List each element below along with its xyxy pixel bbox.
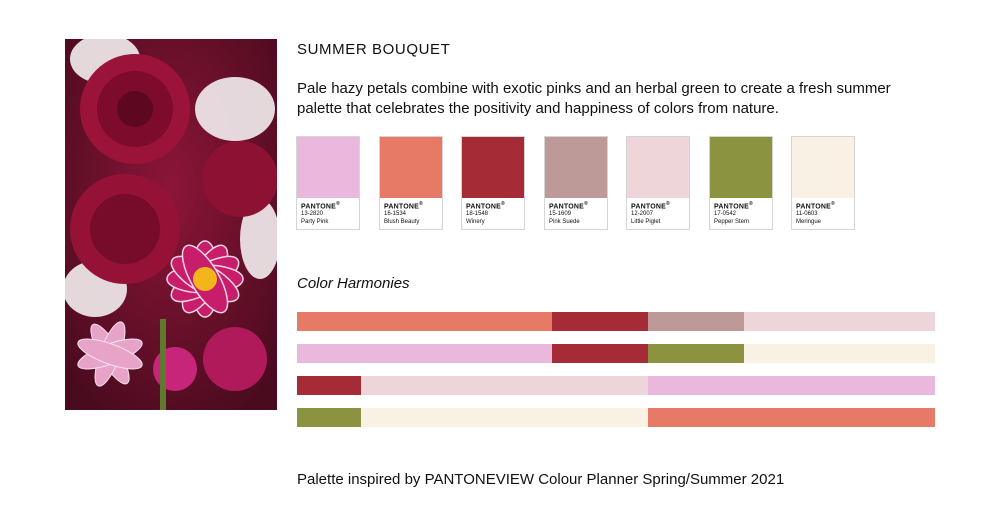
registered-mark: ® [583,201,588,207]
harmony-segment [744,312,935,331]
color-chip [792,137,854,229]
chip-name: Party Pink [301,219,329,225]
harmony-bar [297,344,935,363]
chip-brand-wrap [549,201,588,210]
color-chip [627,137,689,229]
color-chip [545,137,607,229]
color-chip [297,137,359,229]
chip-code: 16-1534 [384,211,407,217]
color-chip [380,137,442,229]
harmony-segment [361,408,648,427]
harmony-segment [297,312,552,331]
chip-brand-wrap [631,201,670,210]
chip-name: Winery [466,219,485,225]
harmony-bar [297,376,935,395]
harmony-bar [297,408,935,427]
harmony-segment [361,376,648,395]
chip-brand: PANTONE [714,203,749,211]
registered-mark: ® [830,201,835,207]
flower-bouquet-photo [65,39,277,410]
harmony-segment [297,376,361,395]
chip-brand: PANTONE [549,203,584,211]
chip-name: Little Piglet [631,219,661,225]
chip-swatch [627,137,689,198]
harmony-bar [297,312,935,331]
harmony-segment [552,344,648,363]
chip-name: Pink Suede [549,219,580,225]
harmony-segment [648,344,744,363]
harmony-segment [648,312,744,331]
stem [160,319,166,410]
chip-brand: PANTONE [631,203,666,211]
chip-swatch [710,137,772,198]
color-chip [710,137,772,229]
chip-code: 13-2820 [301,211,324,217]
chip-brand-wrap [714,201,753,210]
chip-code: 17-0542 [714,211,737,217]
chip-brand-wrap [466,201,505,210]
chip-brand: PANTONE [796,203,831,211]
harmonies-title: Color Harmonies [297,275,410,292]
palette-title: SUMMER BOUQUET [297,41,451,58]
chip-brand-wrap [301,201,340,210]
footer-credit: Palette inspired by PANTONEVIEW Colour Planner Spring/Summer 2021 [297,471,785,488]
chip-swatch [792,137,854,198]
chip-brand: PANTONE [301,203,336,211]
chip-swatch [545,137,607,198]
registered-mark: ® [418,201,423,207]
chip-brand: PANTONE [384,203,419,211]
chip-swatch [380,137,442,198]
registered-mark: ® [748,201,753,207]
palette-description: Pale hazy petals combine with exotic pinks and an herbal green to create a fresh summer palette that celebrates the positivity and happiness of colors from nature. [297,80,891,117]
chip-brand-wrap [384,201,423,210]
chip-code: 11-0603 [796,211,818,217]
harmony-segment [744,344,935,363]
harmony-segment [648,376,935,395]
chip-brand-wrap [796,201,835,210]
harmony-segment [297,344,552,363]
flower-bouquet-illustration [65,39,277,410]
chip-name: Pepper Stem [714,219,750,225]
chip-code: 15-1609 [549,211,572,217]
harmony-segment [552,312,648,331]
harmony-segment [648,408,935,427]
registered-mark: ® [665,201,670,207]
registered-mark: ® [335,201,340,207]
chip-swatch [297,137,359,198]
registered-mark: ® [500,201,505,207]
chip-name: Blush Beauty [384,219,420,225]
chip-name: Meringue [796,219,822,225]
chip-code: 18-1548 [466,211,489,217]
color-chip [462,137,524,229]
harmony-segment [297,408,361,427]
chip-code: 12-2007 [631,211,654,217]
chip-brand: PANTONE [466,203,501,211]
chip-swatch [462,137,524,198]
